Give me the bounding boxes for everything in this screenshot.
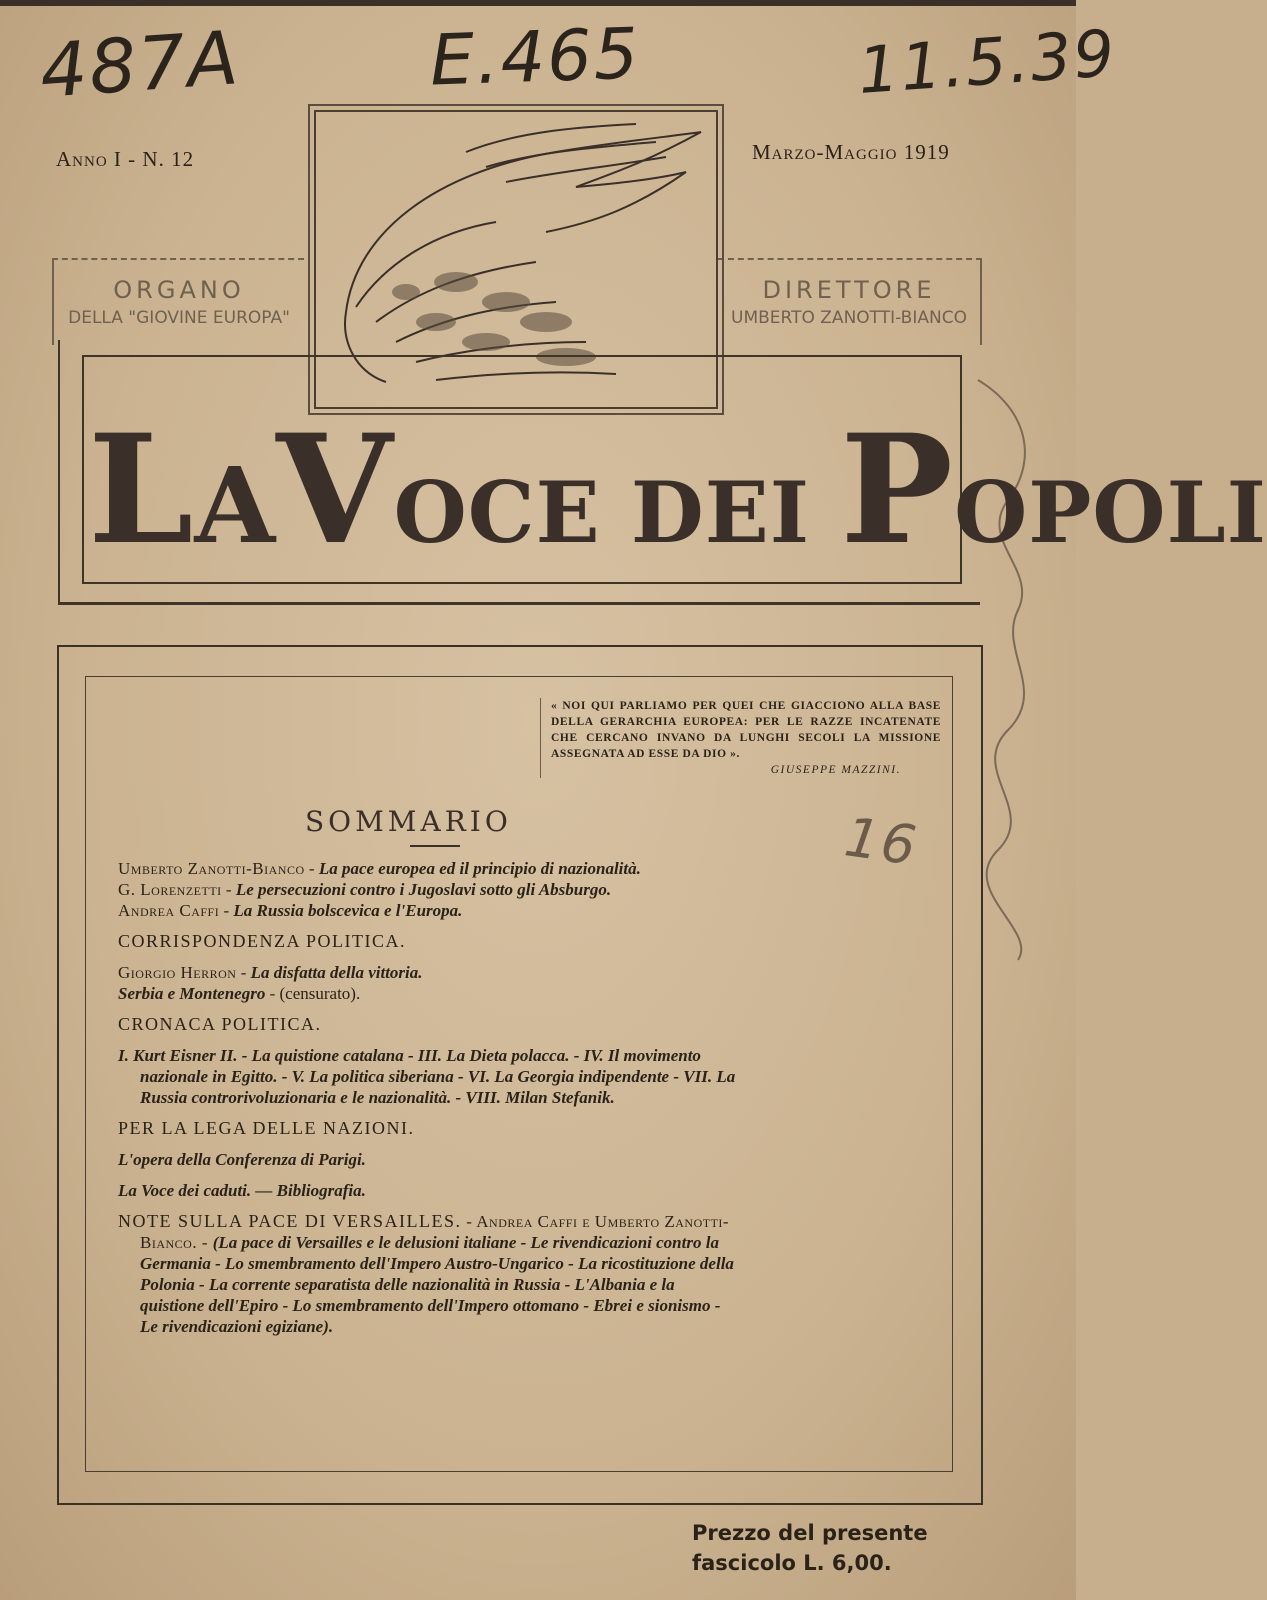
director-label: DIRETTORE (762, 276, 936, 304)
toc-entry: G. Lorenzetti - Le persecuzioni contro i Jugoslavi sotto gli Absburgo. (118, 880, 612, 899)
toc-section-lega: PER LA LEGA DELLE NAZIONI. (118, 1118, 415, 1138)
price-notice (692, 1518, 928, 1578)
price-line-1: Prezzo del presente (692, 1521, 928, 1545)
shelfmark-handwriting-left: 487A (37, 15, 243, 115)
organ-stamp (52, 258, 304, 345)
toc-entry: Andrea Caffi - La Russia bolscevica e l'Europa. (118, 901, 463, 920)
director-stamp (718, 258, 982, 345)
toc-entry: Serbia e Montenegro - (censurato). (118, 984, 361, 1003)
page-top-edge (0, 0, 1076, 6)
toc-entry-misc: La Voce dei caduti. — Bibliografia. (118, 1181, 366, 1200)
mazzini-epigraph (540, 698, 941, 778)
masthead-title: LAVOCE DEI POPOLI (88, 402, 1267, 578)
shelfmark-handwriting-right: 11.5.39 (855, 17, 1119, 109)
price-line-2: fascicolo L. 6,00. (692, 1551, 892, 1575)
issue-date: Marzo-Maggio 1919 (752, 140, 950, 164)
sommario-heading: SOMMARIO (305, 805, 512, 838)
table-of-contents (118, 858, 738, 1337)
toc-section-corrispondenza: CORRISPONDENZA POLITICA. (118, 931, 407, 951)
director-name: UMBERTO ZANOTTI-BIANCO (731, 308, 967, 328)
toc-entry: Umberto Zanotti-Bianco - La pace europea ed il principio di nazionalità. (118, 859, 641, 878)
shelfmark-handwriting-center: E.465 (428, 12, 642, 102)
pencil-number: 16 (840, 805, 922, 878)
epigraph-author: GIUSEPPE MAZZINI. (770, 764, 901, 776)
toc-entry: Giorgio Herron - La disfatta della vittoria. (118, 963, 423, 982)
toc-entry-versailles: NOTE SULLA PACE DI VERSAILLES. - Andrea Caffi e Umberto Zanotti-Bianco. - (La pace di Versailles e le delusioni italiane - Le rivendicazioni contro la Germania - Lo smembramento dell'Impero Austro-Ungarico - La ricostituzione della Polonia - La corrente separatista delle nazionalità in Russia - L'Albania e la quistione dell'Epiro - Lo smembramento dell'Impero ottomano - Ebrei e sionismo - Le rivendicazioni egiziane). (118, 1211, 734, 1336)
epigraph-text: « NOI QUI PARLIAMO PER QUEI CHE GIACCIONO ALLA BASE DELLA GERARCHIA EUROPEA: PER LE RAZZE INCATENATE CHE CERCANO INVANO DA LUNGHI SECOLI LA MISSIONE ASSEGNATA AD ESSE DA DIO ». (551, 700, 941, 760)
sommario-underline (410, 845, 460, 847)
organ-name: DELLA "GIOVINE EUROPA" (68, 308, 290, 328)
toc-entry-lega: L'opera della Conferenza di Parigi. (118, 1150, 366, 1169)
organ-label: ORGANO (113, 276, 245, 304)
toc-section-cronaca: CRONACA POLITICA. (118, 1014, 322, 1034)
toc-entry-cronaca: I. Kurt Eisner II. - La quistione catalana - III. La Dieta polacca. - IV. Il movimento nazionale in Egitto. - V. La politica siberiana - VI. La Georgia indipendente - VII. La Russia controrivoluzionaria e le nazionalità. - VIII. Milan Stefanik. (118, 1046, 736, 1107)
issue-number: Anno I - N. 12 (56, 147, 195, 171)
